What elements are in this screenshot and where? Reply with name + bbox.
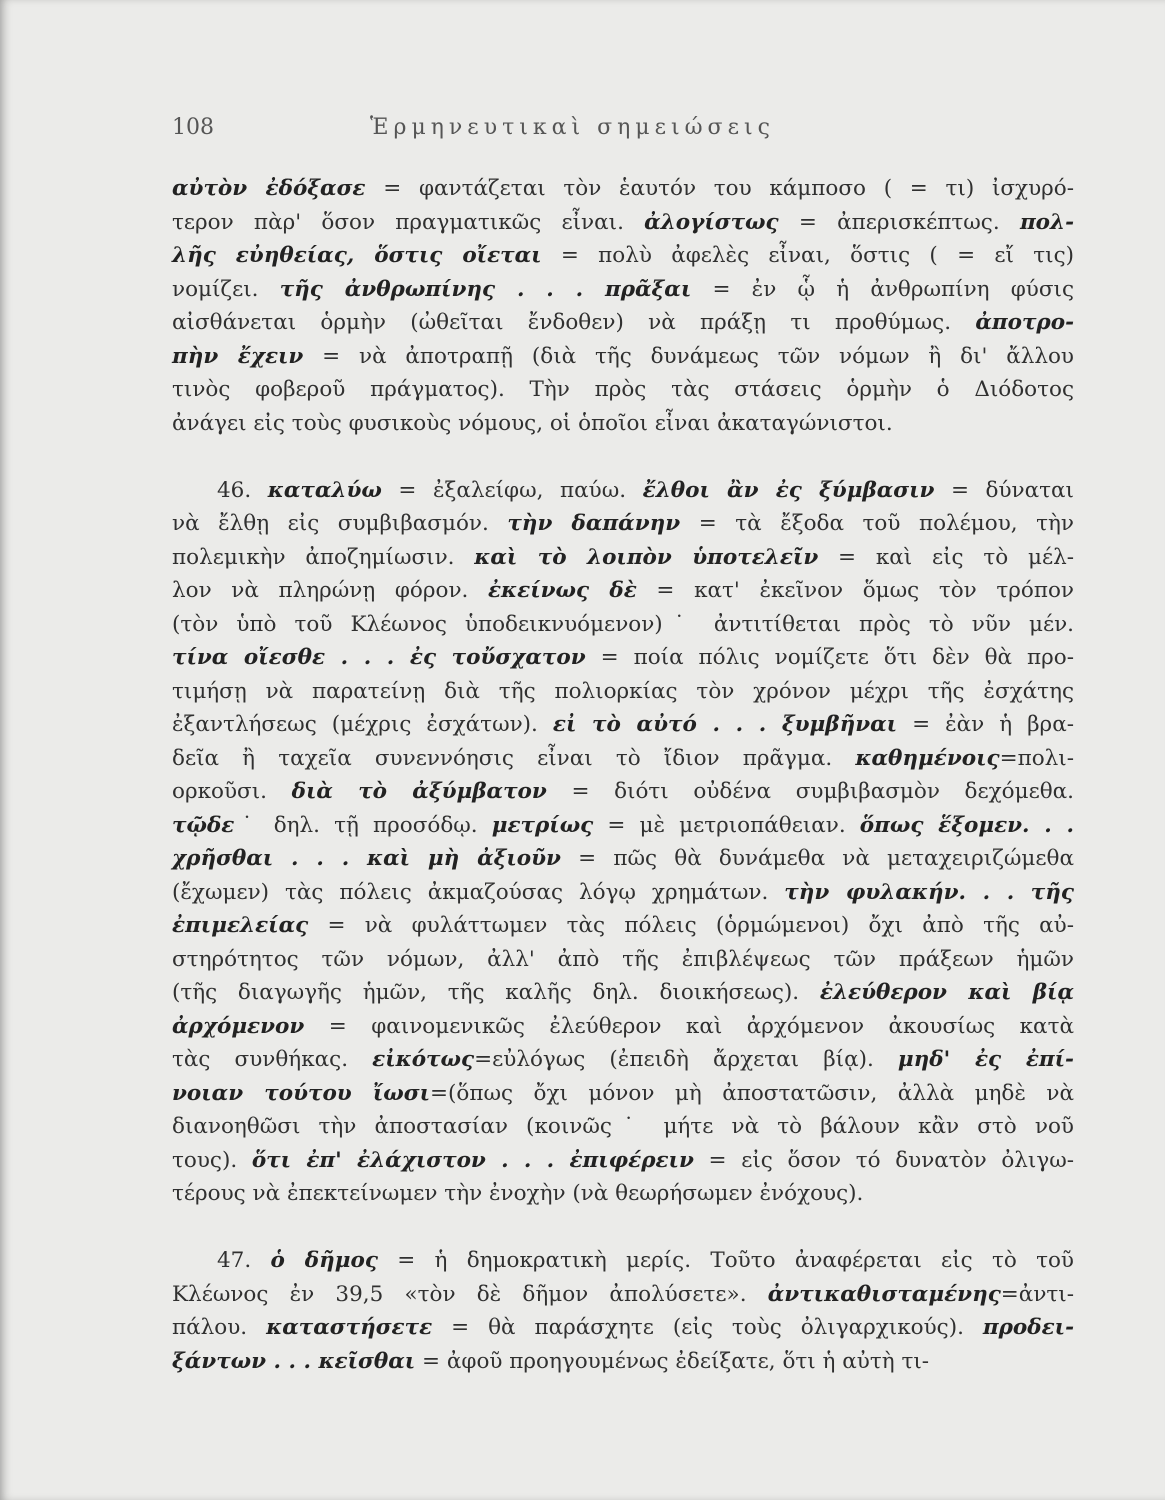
gloss-text: = ποία πόλις νομίζετε ὅτι δὲν θὰ προ- [585, 645, 1074, 670]
gloss-text: = τὰ ἔξοδα τοῦ πολέμου, τὴν [680, 511, 1074, 536]
text-line [172, 675, 1074, 709]
lemma: αὐτὸν ἐδόξασε [172, 176, 366, 201]
lemma: ὅπως ἕξομεν. . . [859, 812, 1075, 838]
text-line [172, 541, 1074, 575]
gloss-text: = νὰ φυλάττωμεν τὰς πόλεις (ὁρμώμενοι) ὄχι ἀπὸ τῆς αὐ- [308, 913, 1074, 938]
gloss-text: ἀνάγει εἰς τοὺς φυσικοὺς νόμους, οἱ ὁποῖοι εἶναι ἀκαταγώνιστοι. [172, 410, 893, 436]
text-line [172, 1144, 1074, 1178]
gloss-text: πολεμικὴν ἀποζημίωσιν. [172, 544, 475, 570]
lemma: νοιαν τούτου ἴωσι [172, 1080, 430, 1106]
text-line [172, 507, 1074, 541]
gloss-text: = ἐν ᾧ ἡ ἀνθρωπίνη φύσις [691, 276, 1075, 302]
gloss-text: ἐξαντλήσεως (μέχρις ἐσχάτων). [172, 712, 553, 737]
lemma: καταλύω [267, 477, 382, 503]
gloss-text: = διότι οὐδένα συμβιβασμὸν δεχόμεθα. [546, 779, 1075, 804]
lemma: ἀρχόμενον [172, 1013, 305, 1039]
commentary-text [172, 172, 1074, 1378]
lemma: διὰ τὸ ἀξύμβατον [291, 779, 547, 804]
lemma: ἐπιμελείας [172, 913, 309, 938]
gloss-text: τους). [172, 1147, 252, 1173]
text-line [172, 809, 1074, 843]
lemma: ἐκείνως δὲ [487, 578, 637, 603]
lemma: μηδ' ἐς ἐπί- [897, 1047, 1074, 1072]
gloss-text: τιμήσῃ νὰ παρατείνῃ διὰ τῆς πολιορκίας τὸν χρόνον μέχρι τῆς ἐσχάτης [172, 678, 1074, 704]
lemma: πὴν ἔχειν [172, 343, 304, 369]
gloss-text: τὰς συνθήκας. [172, 1047, 373, 1072]
lemma: προδει- [982, 1315, 1074, 1340]
gloss-text: Κλέωνος ἐν 39,5 «τὸν δὲ δῆμον ἀπολύσετε». [172, 1281, 768, 1307]
lemma: ὁ δῆμος [270, 1248, 378, 1273]
lemma: χρῆσθαι . . . καὶ μὴ ἀξιοῦν [172, 846, 561, 871]
lemma: ὅτι ἐπ' ἐλάχιστον . . . ἐπιφέρειν [251, 1147, 694, 1173]
text-line [172, 1077, 1074, 1111]
gloss-text: δεῖα ἢ ταχεῖα συνεννόησις εἶναι τὸ ἴδιον πρᾶγμα. [172, 745, 856, 771]
gloss-text: = νὰ ἀποτραπῇ (διὰ τῆς δυνάμεως τῶν νόμων ἢ δι' ἄλλου [303, 343, 1075, 369]
text-line [172, 407, 1074, 441]
text-line [172, 1110, 1074, 1144]
gloss-text: αἰσθάνεται ὁρμὴν (ὠθεῖται ἔνδοθεν) νὰ πράξῃ τι προθύμως. [172, 310, 976, 335]
lemma: τὴν δαπάνην [507, 511, 681, 536]
gloss-text: πάλου. [172, 1315, 267, 1340]
gloss-text: τινὸς φοβεροῦ πράγματος). Τὴν πρὸς τὰς στάσεις ὁρμὴν ὁ Διόδοτος [172, 377, 1074, 402]
gloss-text: 47. [217, 1248, 271, 1273]
gloss-text: στηρότητος τῶν νόμων, ἀλλ' ἀπὸ τῆς ἐπιβλέψεως τῶν πράξεων ἡμῶν [172, 946, 1074, 972]
lemma: εἰκότως [372, 1047, 475, 1072]
page-number: 108 [172, 115, 214, 140]
paragraph-gap [172, 440, 1074, 474]
gloss-text: διανοηθῶσι τὴν ἀποστασίαν (κοινῶς˙ μήτε νὰ τὸ βάλουν κἂν στὸ νοῦ [172, 1114, 1074, 1139]
gloss-text: ορκοῦσι. [172, 779, 292, 804]
gloss-text: (τῆς διαγωγῆς ἡμῶν, τῆς καλῆς δηλ. διοικήσεως). [172, 980, 820, 1005]
lemma: καταστήσετε [266, 1315, 433, 1340]
gloss-text: = ἀφοῦ προηγουμένως ἐδείξατε, ὅτι ἡ αὐτὴ τι- [415, 1348, 930, 1374]
gloss-text: =πολι- [999, 745, 1074, 771]
gloss-text: =(ὅπως ὄχι μόνον μὴ ἀποστατῶσιν, ἀλλὰ μηδὲ νὰ [429, 1080, 1074, 1106]
gloss-text: =ἀντι- [1000, 1281, 1074, 1307]
gloss-text: = θὰ παράσχητε (εἰς τοὺς ὀλιγαρχικούς). [432, 1315, 983, 1340]
gloss-text: νὰ ἔλθῃ εἰς συμβιβασμόν. [172, 511, 508, 536]
text-line [172, 373, 1074, 407]
text-line [172, 1345, 1074, 1379]
text-line [172, 641, 1074, 675]
gloss-text: =εὐλόγως (ἐπειδὴ ἄρχεται βίᾳ). [474, 1047, 898, 1072]
lemma: ἀλογίστως [644, 209, 779, 235]
page-header [172, 115, 1072, 149]
text-line [172, 842, 1074, 876]
running-title: Ἑρμηνευτικαὶ σημειώσεις [370, 115, 775, 140]
text-line [172, 943, 1074, 977]
gloss-text: = ἀπερισκέπτως. [778, 209, 1020, 235]
gloss-text: = ἐὰν ἡ βρα- [897, 712, 1074, 737]
gloss-text: = φαινομενικῶς ἐλεύθερον καὶ ἀρχόμενον ἀκουσίως κατὰ [304, 1013, 1074, 1039]
text-line [172, 742, 1074, 776]
text-line [172, 474, 1074, 508]
text-line [172, 976, 1074, 1010]
gloss-text: = πῶς θὰ δυνάμεθα νὰ μεταχειριζώμεθα [560, 846, 1074, 871]
text-line [172, 172, 1074, 206]
text-line [172, 1043, 1074, 1077]
lemma: ἀντικαθισταμένης [767, 1281, 1001, 1307]
gloss-text: = καὶ εἰς τὸ μέλ- [818, 544, 1074, 570]
text-line [172, 574, 1074, 608]
lemma: πολ- [1019, 209, 1075, 235]
text-line [172, 206, 1074, 240]
lemma: τῷδε [172, 812, 235, 838]
text-line [172, 1010, 1074, 1044]
gloss-text: = κατ' ἐκεῖνον ὅμως τὸν τρόπον [636, 578, 1074, 603]
gloss-text: = ἡ δημοκρατικὴ μερίς. Τοῦτο ἀναφέρεται εἰς τὸ τοῦ [377, 1248, 1075, 1273]
lemma: ἀποτρο- [975, 310, 1074, 335]
text-line [172, 1177, 1074, 1211]
text-line [172, 306, 1074, 340]
gloss-text: (τὸν ὑπὸ τοῦ Κλέωνος ὑποδεικνυόμενον)˙ ἀντιτίθεται πρὸς τὸ νῦν μέν. [172, 611, 1074, 637]
gloss-text: 46. [217, 477, 268, 503]
lemma: τῆς ἀνθρωπίνης . . . πρᾶξαι [279, 276, 692, 302]
text-line [172, 775, 1074, 809]
paragraph-gap [172, 1211, 1074, 1245]
text-line [172, 1311, 1074, 1345]
lemma: ἔλθοι ἂν ἐς ξύμβασιν [642, 477, 935, 503]
lemma: μετρίως [491, 812, 594, 838]
gloss-text: = πολὺ ἀφελὲς εἶναι, ὅστις ( = εἴ τις) [541, 243, 1074, 268]
text-line [172, 876, 1074, 910]
gloss-text: = μὲ μετριοπάθειαν. [593, 812, 860, 838]
lemma: καὶ τὸ λοιπὸν ὑποτελεῖν [474, 544, 819, 570]
gloss-text: τέρους νὰ ἐπεκτείνωμεν τὴν ἐνοχὴν (νὰ θεωρήσωμεν ἐνόχους). [172, 1181, 864, 1206]
text-line [172, 1244, 1074, 1278]
gloss-text: ˙ δηλ. τῇ προσόδῳ. [234, 812, 492, 838]
gloss-text: τερον πὰρ' ὅσον πραγματικῶς εἶναι. [172, 209, 645, 235]
gloss-text: λον νὰ πληρώνῃ φόρον. [172, 578, 488, 603]
lemma: τὴν φυλακήν. . . τῆς [784, 879, 1074, 905]
gloss-text: = εἰς ὅσον τό δυνατὸν ὀλιγω- [693, 1147, 1075, 1173]
gloss-text: = φαντάζεται τὸν ἑαυτόν του κάμποσο ( = τι) ἰσχυρό- [365, 176, 1074, 201]
text-line [172, 608, 1074, 642]
text-line [172, 340, 1074, 374]
lemma: λῆς εὐηθείας, ὅστις οἴεται [172, 243, 542, 268]
text-line [172, 239, 1074, 273]
text-line [172, 909, 1074, 943]
text-line [172, 1278, 1074, 1312]
lemma: τίνα οἴεσθε . . . ἐς τοὔσχατον [172, 645, 586, 670]
lemma: ἐλεύθερον καὶ βίᾳ [819, 980, 1075, 1005]
gloss-text: (ἔχωμεν) τὰς πόλεις ἀκμαζούσας λόγῳ χρημάτων. [172, 879, 785, 905]
lemma: καθημένοις [855, 745, 1000, 771]
text-line [172, 273, 1074, 307]
gloss-text: = δύναται [934, 477, 1074, 503]
gloss-text: = ἐξαλείφω, παύω. [381, 477, 643, 503]
lemma: εἰ τὸ αὐτό . . . ξυμβῆναι [552, 712, 898, 737]
lemma: ξάντων . . . κεῖσθαι [172, 1348, 416, 1374]
text-line [172, 708, 1074, 742]
gloss-text: νομίζει. [172, 276, 280, 302]
